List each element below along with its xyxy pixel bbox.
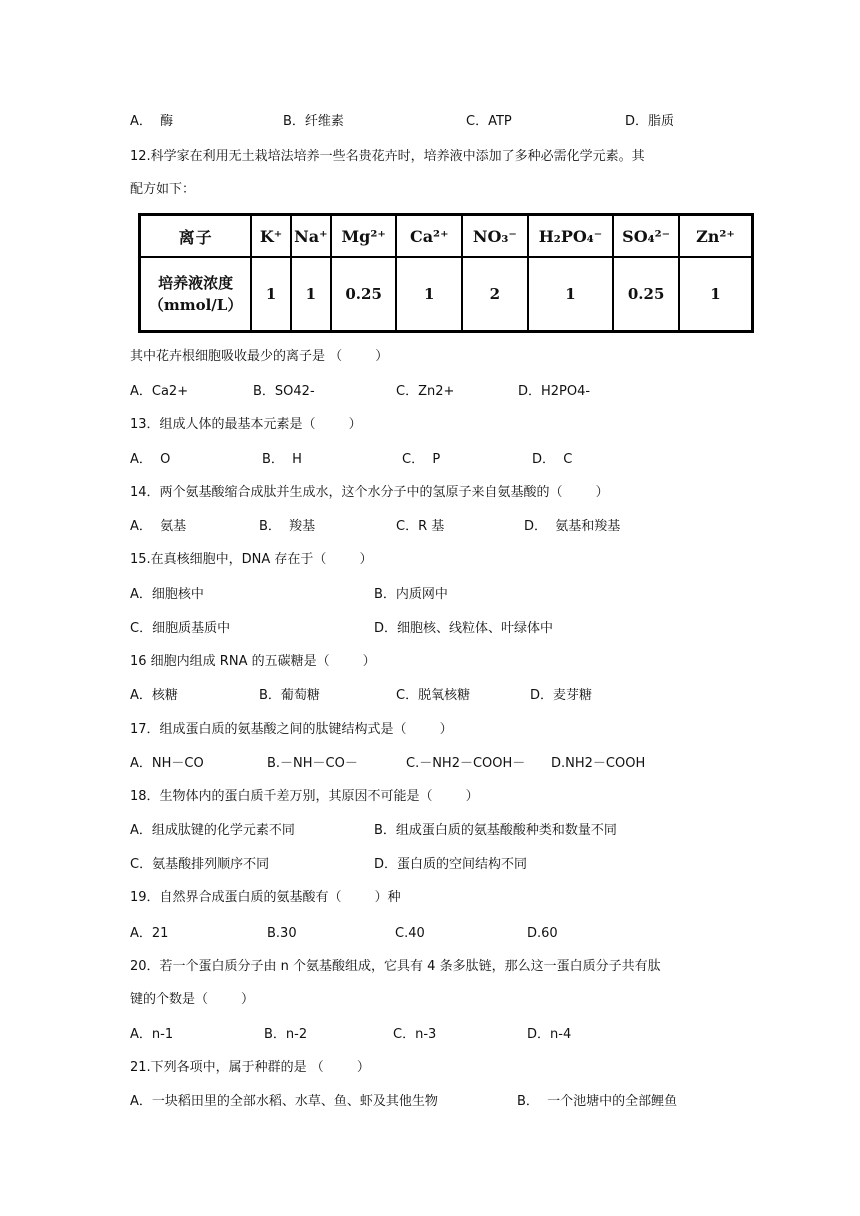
q19-option-d: D.60 — [527, 926, 558, 941]
q18-option-d: D．蛋白质的空间结构不同 — [374, 857, 528, 872]
ion-concentration-table — [138, 213, 754, 333]
q20-option-a: A．n-1 — [130, 1027, 174, 1042]
q20-option-c: C．n-3 — [393, 1027, 437, 1042]
concentration-cell: 1 — [679, 257, 753, 332]
q21-stem: 21.下列各项中，属于种群的是 （ ） — [130, 1060, 370, 1075]
q12-option-b: B．SO42- — [253, 384, 315, 399]
q13-option-b: B． H — [262, 452, 302, 467]
q15-option-d: D．细胞核、线粒体、叶绿体中 — [374, 621, 554, 636]
concentration-row — [140, 257, 753, 332]
q12-option-a: A．Ca2+ — [130, 384, 189, 399]
q15-option-c: C．细胞质基质中 — [130, 621, 231, 636]
q18-option-c: C．氨基酸排列顺序不同 — [130, 857, 270, 872]
q11-option-b: B．纤维素 — [283, 114, 344, 129]
q18-option-b: B．组成蛋白质的氨基酸酸种类和数量不同 — [374, 823, 617, 838]
concentration-row-header — [140, 257, 252, 332]
concentration-cell: 2 — [462, 257, 528, 332]
q16-option-a: A．核糖 — [130, 688, 178, 703]
concentration-cell: 0.25 — [613, 257, 679, 332]
q12-question: 其中花卉根细胞吸收最少的离子是 （ ） — [130, 349, 389, 364]
q19-option-a: A．21 — [130, 926, 169, 941]
ion-cell: K⁺ — [251, 215, 291, 258]
ion-cell: Na⁺ — [291, 215, 331, 258]
q19-stem: 19．自然界合成蛋白质的氨基酸有（ ）种 — [130, 890, 401, 905]
q16-option-d: D．麦芽糖 — [530, 688, 593, 703]
q11-option-a: A． 酶 — [130, 114, 174, 129]
ion-cell: NO₃⁻ — [462, 215, 528, 258]
q16-stem: 16 细胞内组成 RNA 的五碳糖是（ ） — [130, 654, 376, 669]
q20-option-b: B．n-2 — [264, 1027, 308, 1042]
q13-option-a: A． O — [130, 452, 171, 467]
q17-option-c: C.－NH2－COOH－ — [406, 756, 526, 771]
ion-cell: Mg²⁺ — [331, 215, 397, 258]
q21-option-b: B． 一个池塘中的全部鲤鱼 — [517, 1094, 678, 1109]
concentration-cell: 1 — [396, 257, 462, 332]
q20-stem-line1: 20．若一个蛋白质分子由 n 个氨基酸组成，它具有 4 条多肽链，那么这一蛋白质分子共有肽 — [130, 959, 661, 974]
ion-cell: SO₄²⁻ — [613, 215, 679, 258]
concentration-header-line1: 培养液浓度 — [158, 274, 234, 292]
q12-option-c: C．Zn2+ — [396, 384, 455, 399]
q21-option-a: A．一块稻田里的全部水稻、水草、鱼、虾及其他生物 — [130, 1094, 438, 1109]
q12-option-d: D．H2PO4- — [518, 384, 591, 399]
q17-stem: 17．组成蛋白质的氨基酸之间的肽键结构式是（ ） — [130, 722, 453, 737]
q17-option-b: B.－NH－CO－ — [267, 756, 358, 771]
q19-option-b: B.30 — [267, 926, 297, 941]
q15-option-a: A．细胞核中 — [130, 587, 204, 602]
q12-stem-line2: 配方如下： — [130, 182, 196, 197]
concentration-cell: 1 — [528, 257, 614, 332]
q14-option-a: A． 氨基 — [130, 519, 187, 534]
ion-row — [140, 215, 753, 258]
q18-stem: 18．生物体内的蛋白质千差万别，其原因不可能是（ ） — [130, 789, 479, 804]
q16-option-c: C．脱氧核糖 — [396, 688, 471, 703]
q14-option-d: D． 氨基和羧基 — [524, 519, 621, 534]
q19-option-c: C.40 — [395, 926, 425, 941]
q16-option-b: B．葡萄糖 — [259, 688, 320, 703]
q14-option-c: C．R 基 — [396, 519, 445, 534]
q20-option-d: D．n-4 — [527, 1027, 572, 1042]
q20-stem-line2: 键的个数是（ ） — [130, 992, 255, 1007]
q15-option-b: B．内质网中 — [374, 587, 448, 602]
q15-stem: 15.在真核细胞中，DNA 存在于（ ） — [130, 552, 373, 567]
ion-cell: Ca²⁺ — [396, 215, 462, 258]
ion-row-header: 离子 — [140, 215, 252, 258]
ion-cell: Zn²⁺ — [679, 215, 753, 258]
q18-option-a: A．组成肽键的化学元素不同 — [130, 823, 295, 838]
q13-option-c: C． P — [402, 452, 441, 467]
q17-option-a: A．NH－CO — [130, 756, 204, 771]
concentration-header-line2: （mmol/L） — [148, 296, 243, 314]
q13-option-d: D． C — [532, 452, 573, 467]
q14-stem: 14．两个氨基酸缩合成肽并生成水，这个水分子中的氢原子来自氨基酸的（ ） — [130, 485, 609, 500]
q11-option-d: D．脂质 — [625, 114, 675, 129]
concentration-cell: 1 — [251, 257, 291, 332]
q12-stem-line1: 12.科学家在利用无土栽培法培养一些名贵花卉时，培养液中添加了多种必需化学元素。其 — [130, 149, 645, 164]
q17-option-d: D.NH2－COOH — [551, 756, 646, 771]
q13-stem: 13．组成人体的最基本元素是（ ） — [130, 417, 362, 432]
q14-option-b: B． 羧基 — [259, 519, 316, 534]
ion-cell: H₂PO₄⁻ — [528, 215, 614, 258]
q11-option-c: C．ATP — [466, 114, 512, 129]
concentration-cell: 0.25 — [331, 257, 397, 332]
concentration-cell: 1 — [291, 257, 331, 332]
